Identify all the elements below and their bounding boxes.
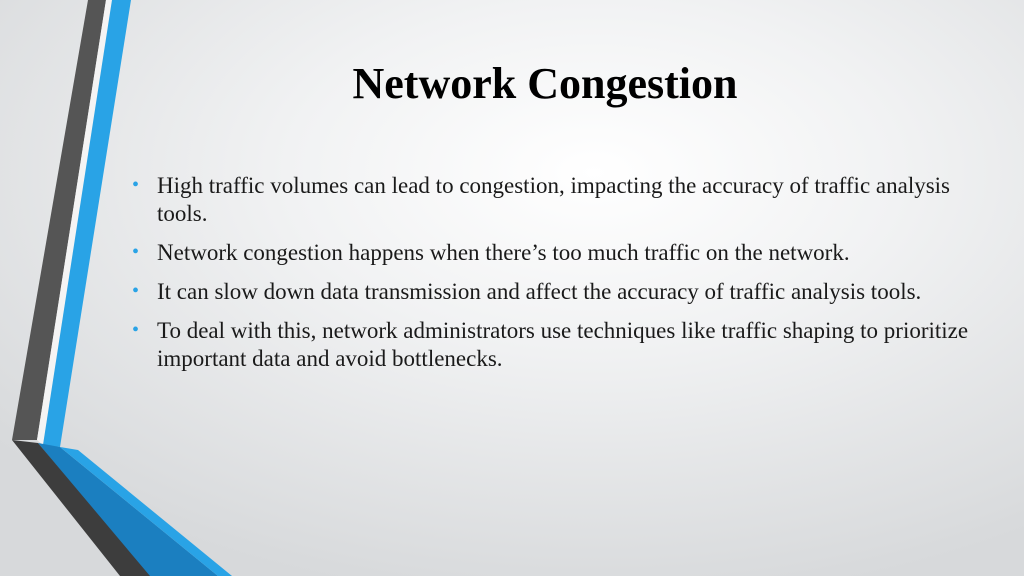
bullet-item — [128, 239, 978, 267]
bullet-list — [128, 172, 978, 384]
slide-title: Network Congestion — [352, 59, 738, 108]
bullet-item — [128, 317, 978, 373]
bullet-icon: • — [132, 241, 140, 263]
bullet-icon: • — [132, 174, 140, 196]
bullet-icon: • — [132, 280, 140, 302]
bullet-item — [128, 278, 978, 306]
bullet-text: It can slow down data transmission and affect the accuracy of traffic analysis tools. — [157, 279, 922, 304]
bullet-icon: • — [132, 319, 140, 341]
bullet-text: To deal with this, network administrators use techniques like traffic shaping to prioritize important data and avoid bottlenecks. — [157, 318, 969, 371]
bullet-text: Network congestion happens when there’s too much traffic on the network. — [157, 240, 850, 265]
bullet-item — [128, 172, 978, 228]
bullet-text: High traffic volumes can lead to congestion, impacting the accuracy of traffic analysis tools. — [157, 173, 951, 226]
